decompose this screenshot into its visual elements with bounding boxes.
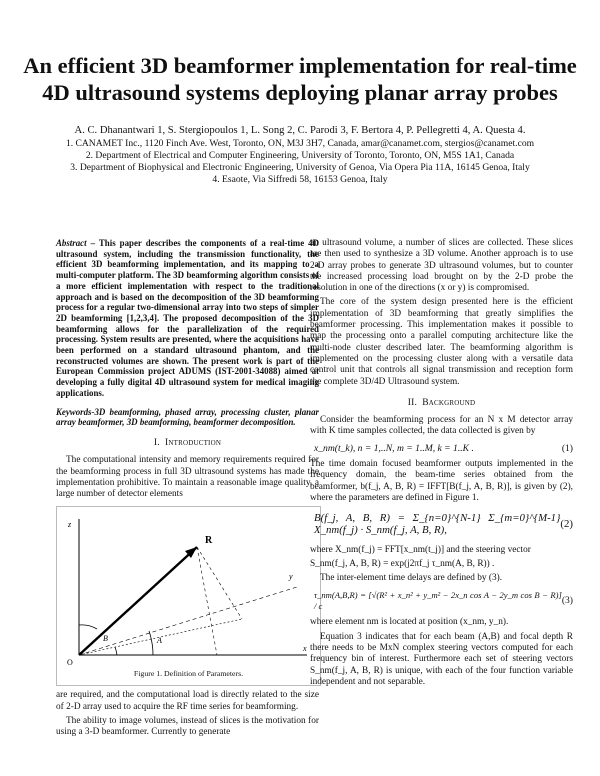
background-paragraph-4: The inter-element time delays are defined by (3).	[320, 573, 503, 584]
label-z: z	[68, 520, 72, 530]
background-paragraph-3a: where X_nm(f_j) = FFT[x_nm(t_j)] and the steering vector	[310, 544, 531, 555]
equation-3-number: (3)	[561, 595, 573, 607]
angle-arc-a	[149, 631, 153, 655]
r-vector	[79, 547, 197, 655]
author-names: A. C. Dhanantwari 1, S. Stergiopoulos 1, L. Song 2, C. Parodi 3, F. Bertora 4, P. Pellegretti 4, A. Questa 4.	[74, 125, 526, 136]
label-origin: O	[67, 658, 73, 668]
equation-1-number: (1)	[561, 442, 573, 454]
paper-title	[20, 52, 580, 106]
abstract-label: Abstract	[56, 238, 87, 248]
label-a: A	[157, 636, 162, 646]
background-paragraph-3b: S_nm(f_j, A, B, R) = exp(j2πf_j τ_nm(A, B, R)) .	[310, 559, 495, 570]
section-heading-background	[310, 398, 573, 409]
intro-paragraph-2: are required, and the computational load is directly related to the size of 2-D array used to acquire the RF time series for beamforming.	[56, 690, 319, 712]
affiliation-4: 4. Esaote, Via Siffredi 58, 16153 Genoa, Italy	[212, 174, 388, 185]
label-x: x	[303, 644, 307, 654]
affiliation-2: 2. Department of Electrical and Computer Engineering, University of Toronto, Toronto, ON, M5S 1A1, Canada	[85, 150, 515, 161]
abstract	[56, 238, 319, 399]
equation-2-expression: B(f_j, A, B, R) = Σ_{n=0}^{N-1} Σ_{m=0}^{M-1} X_nm(f_j) · S_nm(f_j, A, B, R),	[314, 512, 561, 536]
section-number: II.	[407, 397, 418, 408]
right-paragraph-2: The core of the system design presented here is the efficient implementation of 3D beamforming that greatly simplifies the beamformer processing. This implementation makes it possible to map the processing onto a parallel computing architecture like the multi-node cluster described later. The beamforming algorithm is implemented on the processing cluster along with a versatile data control unit that controls all signal transmission and reception form the complete 3D/4D Ultrasound system.	[310, 297, 573, 387]
right-column	[310, 238, 573, 691]
affiliation-3: 3. Department of Biophysical and Electronic Engineering, University of Genoa, Via Opera Pia 11A, 16145 Genoa, Italy	[70, 162, 530, 173]
section-title: Introduction	[164, 437, 222, 448]
equation-3-expression: τ_nm(A,B,R) = [√(R² + x_n² + y_m² − 2x_n cos A − 2y_m cos B − R)] / c	[314, 589, 562, 612]
figure-caption: Figure 1. Definition of Parameters.	[133, 669, 244, 679]
label-b: B	[103, 634, 108, 644]
label-y: y	[289, 572, 293, 582]
angle-arc-small	[115, 647, 117, 655]
equation-2	[310, 513, 573, 536]
title-line-1: An efficient 3D beamformer implementation for real-time	[23, 53, 577, 78]
affiliation-1: 1. CANAMET Inc., 1120 Finch Ave. West, Toronto, ON, M3J 3H7, Canada, amar@canamet.com, stergios@canamet.com	[65, 138, 535, 149]
title-line-2: 4D ultrasound systems deploying planar array probes	[42, 80, 558, 105]
right-paragraph-1: an ultrasound volume, a number of slices are collected. These slices are then used to synthesize a 3D volume. Another approach is to use 2-D array probes to generate 3D ultrasound volumes, but to counter the increased processing load brought on by the 2-D probe the resolution in one of the directions (x or y) is compromised.	[310, 238, 573, 294]
section-number: I.	[153, 437, 160, 448]
equation-1	[310, 443, 573, 454]
equation-3	[310, 590, 573, 613]
label-r: R	[205, 535, 213, 547]
figure-1	[56, 506, 321, 686]
angle-arc-b	[79, 625, 97, 629]
background-paragraph-1: Consider the beamforming process for an N x M detector array with K time samples collected, the data collected is given by	[310, 415, 573, 437]
y-axis	[79, 587, 297, 655]
background-paragraph-5: where element nm is located at position (x_nm, y_n).	[310, 617, 509, 628]
equation-1-expression: x_nm(t_k), n = 1,..N, m = 1..M, k = 1..K .	[314, 442, 474, 454]
intro-paragraph-1: The computational intensity and memory requirements required for the beamforming process in full 3D ultrasound systems has made the implementation prohibitive. To maintain a reasonable image quality, a large number of detector elements	[56, 455, 319, 500]
left-column	[56, 238, 319, 742]
keywords: Keywords-3D beamforming, phased array, processing cluster, planar array beamformer, 3D beamforming, beamformer decomposition.	[56, 406, 319, 428]
background-paragraph-2: The time domain focused beamformer outputs implemented in the frequency domain, the beam-time series obtained from the beamformer, b(f_j, A, B, R) = IFFT[B(f_j, A, B, R)], is given by (2), where the parameters are defined in Figure 1.	[310, 459, 573, 503]
section-heading-introduction	[56, 438, 319, 449]
abstract-text: – This paper describes the components of a real-time 4D ultrasound system, including the transmission functionality, the efficient 3D beamforming implementation, and its mapping to a multi-computer platform. The 3D beamforming algorithm consists of a more efficient implementation with respect to the traditional approach and is based on the decomposition of the 3D beamforming process for a regular two-dimensional array into two steps of simpler 2D beamforming [1,2,3,4]. The proposed decomposition of the 3D beamforming allows for the parallelization of the required processing. System results are presented, where the acquisitions have been performed on a standard ultrasound phantom, and the reconstructed volumes are shown. The present work is part of the European Commission project ADUMS (IST-2001-34088) aimed at developing a fully digital 4D ultrasound system for medical imaging applications.	[56, 238, 319, 398]
parameter-diagram	[57, 507, 320, 685]
author-block	[20, 125, 580, 186]
section-title: Background	[422, 397, 476, 408]
background-paragraph-6: Equation 3 indicates that for each beam (A,B) and focal depth R there needs to be MxN complex steering vectors computed for each frequency bin of interest. Furthermore each set of steering vectors S_nm(f_j, A, B, R) is unique, with each of the four function variable independent and not separable.	[310, 631, 573, 687]
equation-2-number: (2)	[560, 517, 573, 530]
intro-paragraph-3: The ability to image volumes, instead of slices is the motivation for using a 3-D beamformer. Currently to generate	[56, 716, 319, 738]
